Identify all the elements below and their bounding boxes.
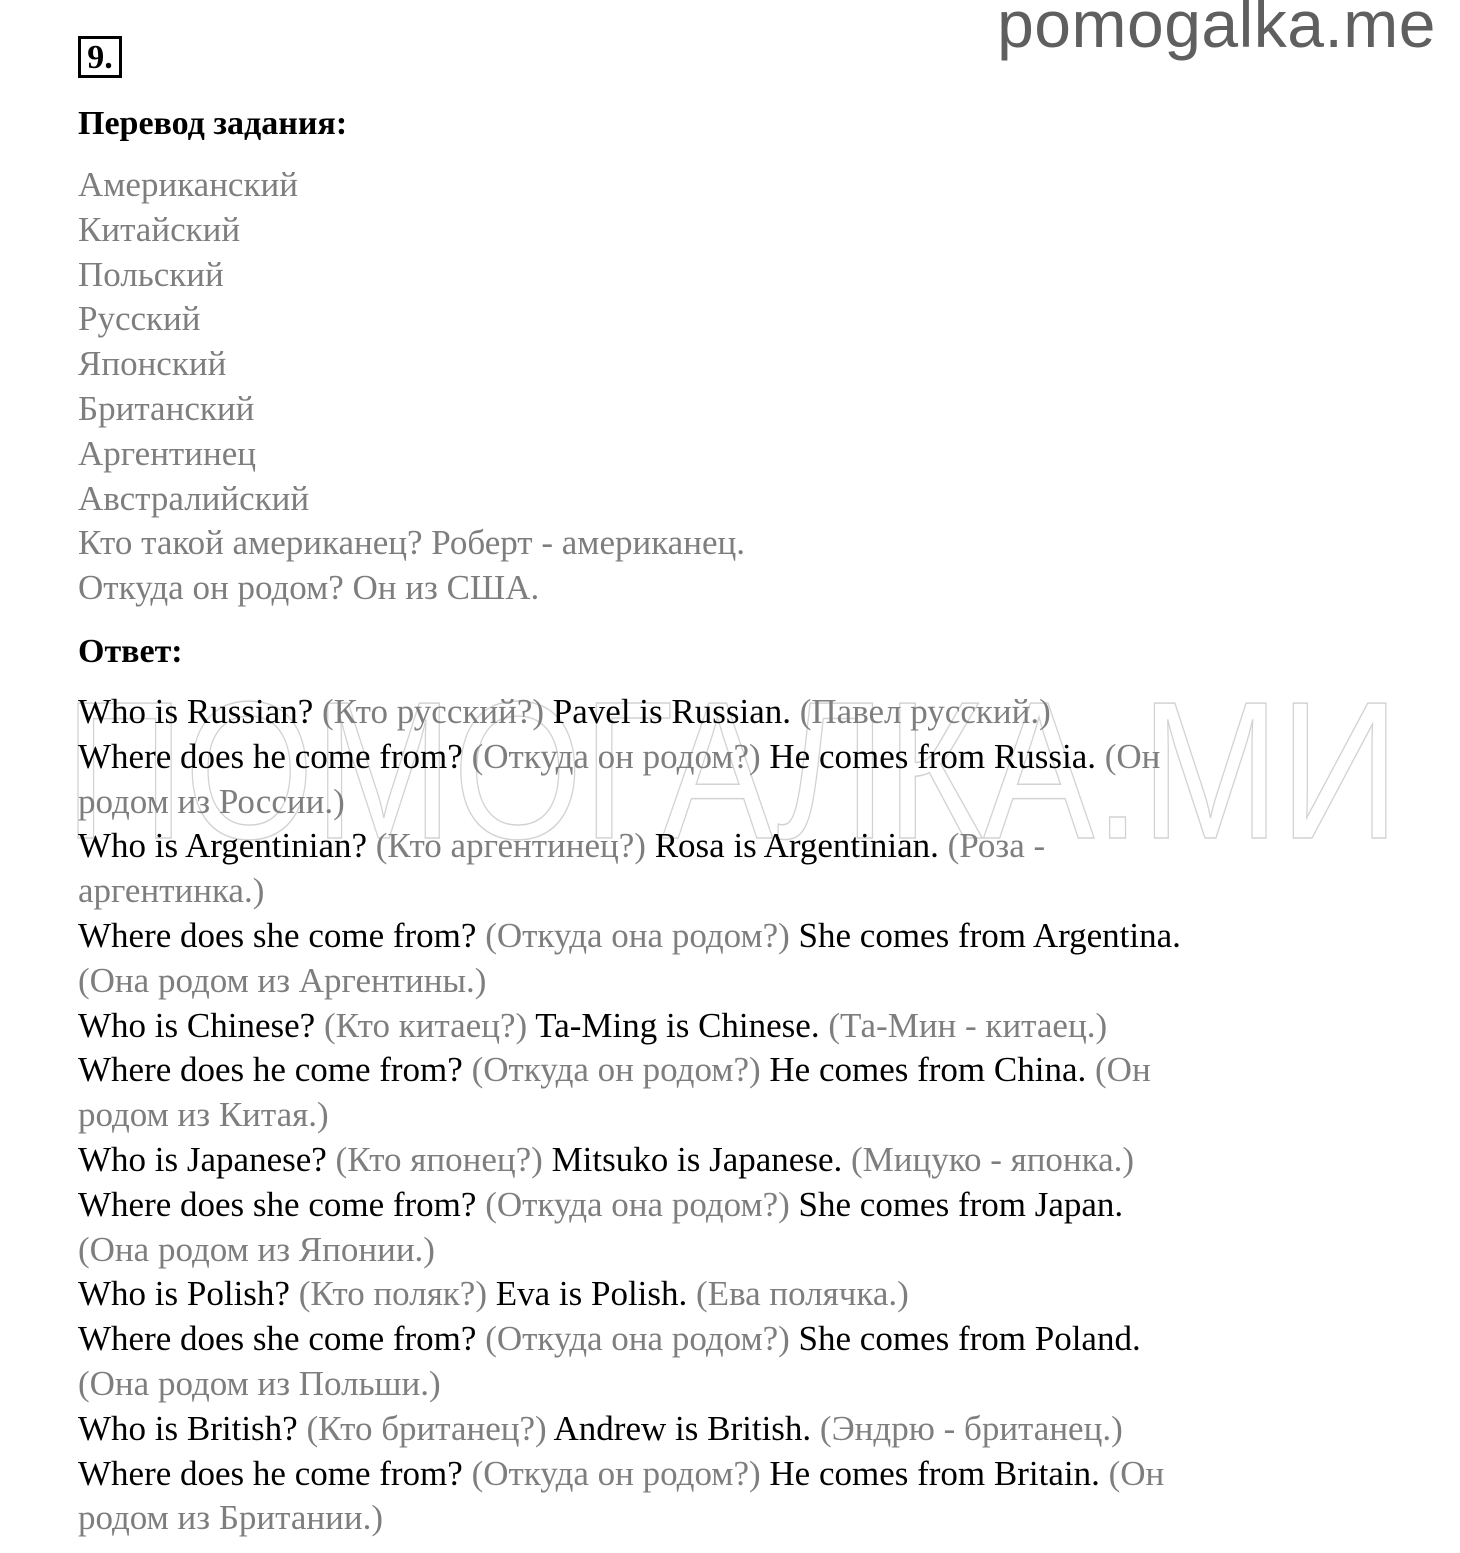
- translation-line: Австралийский: [78, 478, 310, 518]
- answer-question: Where does she come from?: [78, 1319, 477, 1359]
- answer-question: Where does he come from?: [78, 736, 463, 776]
- answer-statement-translation: (Она родом из Японии.): [78, 1229, 435, 1269]
- answer-line: [78, 869, 1378, 914]
- answer-question-translation: (Кто японец?): [335, 1139, 543, 1179]
- answer-line: [78, 1452, 1378, 1497]
- translation-line: Кто такой американец? Роберт - американец.: [78, 523, 745, 563]
- answer-statement: She comes from Argentina.: [798, 915, 1181, 955]
- answer-statement: He comes from China.: [769, 1050, 1087, 1090]
- answer-question: Where does he come from?: [78, 1453, 463, 1493]
- answer-question: Who is Japanese?: [78, 1139, 327, 1179]
- translation-line: Японский: [78, 344, 227, 384]
- answer-block: [78, 690, 1378, 1541]
- translation-line: Китайский: [78, 209, 241, 249]
- answer-statement-translation: (Роза -: [947, 826, 1046, 866]
- answer-line: [78, 1183, 1378, 1228]
- answer-statement: Pavel is Russian.: [552, 692, 791, 731]
- answer-question: Who is Argentinian?: [78, 826, 368, 866]
- answer-line: [78, 1407, 1378, 1452]
- answer-statement: Mitsuko is Japanese.: [551, 1139, 843, 1179]
- translation-line: Откуда он родом? Он из США.: [78, 568, 540, 608]
- translation-line: Польский: [78, 254, 224, 294]
- answer-question: Where does she come from?: [78, 1184, 477, 1224]
- answer-question-translation: (Откуда она родом?): [485, 915, 790, 955]
- answer-statement: Rosa is Argentinian.: [654, 826, 939, 866]
- translation-line: Британский: [78, 388, 255, 428]
- answer-statement-translation: (Он: [1095, 1050, 1151, 1090]
- answer-statement-translation: (Ева полячка.): [696, 1274, 909, 1314]
- answer-line: [78, 780, 1378, 825]
- answer-question: Who is Russian?: [78, 692, 314, 731]
- task-number-box: 9.: [78, 36, 122, 78]
- answer-statement-translation: (Она родом из Польши.): [78, 1363, 441, 1403]
- answer-question-translation: (Откуда она родом?): [485, 1319, 790, 1359]
- answer-statement: She comes from Japan.: [798, 1184, 1124, 1224]
- answer-question: Who is British?: [78, 1408, 298, 1448]
- answer-statement-translation: (Эндрю - британец.): [819, 1408, 1123, 1448]
- answer-statement-translation: родом из России.): [78, 781, 345, 821]
- answer-line: [78, 1317, 1378, 1362]
- answer-statement: He comes from Britain.: [769, 1453, 1100, 1493]
- translation-list: [78, 163, 745, 611]
- answer-question-translation: (Откуда он родом?): [471, 1453, 761, 1493]
- translation-line: Аргентинец: [78, 433, 256, 473]
- answer-statement-translation: (Он: [1108, 1453, 1165, 1493]
- answer-statement: Ta-Ming is Chinese.: [535, 1005, 820, 1045]
- answer-question: Where does he come from?: [78, 1050, 463, 1090]
- answer-statement-translation: аргентинка.): [78, 871, 265, 911]
- answer-question: Who is Polish?: [78, 1274, 290, 1314]
- watermark-text: ПОМОГАЛКА.МИ: [64, 688, 1400, 853]
- answer-question-translation: (Кто аргентинец?): [375, 826, 646, 866]
- answer-line: [78, 1004, 1378, 1049]
- translation-line: Американский: [78, 165, 298, 204]
- answer-line: [78, 1362, 1378, 1407]
- answer-statement-translation: родом из Китая.): [78, 1095, 329, 1135]
- answer-line: [78, 735, 1378, 780]
- answer-question: Who is Chinese?: [78, 1005, 316, 1045]
- answer-question-translation: (Кто китаец?): [323, 1005, 528, 1045]
- answer-statement: Eva is Polish.: [495, 1274, 688, 1314]
- translation-heading: Перевод задания:: [78, 105, 348, 142]
- answer-line: [78, 1138, 1378, 1183]
- answer-line: [78, 959, 1378, 1004]
- answer-question-translation: (Кто поляк?): [298, 1274, 487, 1314]
- answer-statement-translation: (Павел русский.): [799, 692, 1051, 731]
- answer-statement-translation: родом из Британии.): [78, 1498, 384, 1538]
- answer-statement-translation: (Она родом из Аргентины.): [78, 960, 487, 1000]
- answer-statement-translation: (Та-Мин - китаец.): [828, 1005, 1108, 1045]
- translation-line: Русский: [78, 299, 201, 339]
- answer-line: [78, 1093, 1378, 1138]
- answer-line: [78, 1272, 1378, 1317]
- answer-line: [78, 914, 1378, 959]
- answer-question-translation: (Кто русский?): [322, 692, 545, 731]
- answer-line: [78, 1496, 1378, 1541]
- answer-line: [78, 1048, 1378, 1093]
- answer-question: Where does she come from?: [78, 915, 477, 955]
- answer-statement: He comes from Russia.: [769, 736, 1096, 776]
- answer-question-translation: (Откуда он родом?): [471, 1050, 761, 1090]
- answer-statement-translation: (Он: [1104, 736, 1161, 776]
- answer-statement: She comes from Poland.: [798, 1319, 1141, 1359]
- site-brand-logo: pomogalka.me: [997, 0, 1436, 61]
- answer-statement-translation: (Мицуко - японка.): [850, 1139, 1135, 1179]
- answer-question-translation: (Кто британец?): [306, 1408, 547, 1448]
- answer-line: [78, 824, 1378, 869]
- answer-question-translation: (Откуда она родом?): [485, 1184, 790, 1224]
- answer-line: [78, 1228, 1378, 1273]
- answer-heading: Ответ:: [78, 633, 183, 670]
- answer-line: [78, 690, 1378, 735]
- answer-statement: Andrew is British.: [553, 1408, 812, 1448]
- answer-question-translation: (Откуда он родом?): [471, 736, 761, 776]
